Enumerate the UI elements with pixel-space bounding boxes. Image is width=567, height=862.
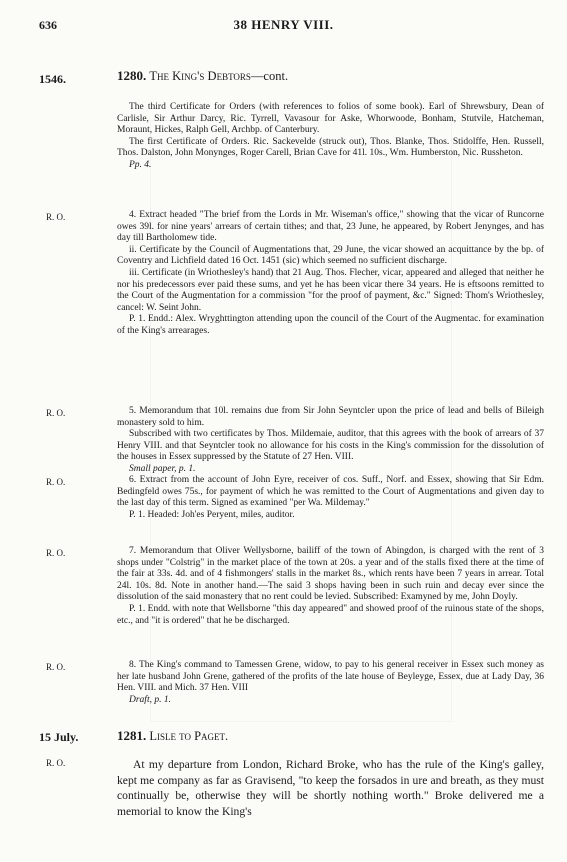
margin-source: R. O.: [46, 212, 66, 222]
paragraph: iii. Certificate (in Wriothesley's hand) that 21 Aug. Thos. Flecher, vicar, appeared and alleged that neither he nor his predecessors ever paid these sums, and yet he has been vicar there 34 years. He is eftsoons remitted to the Court of the Augmentation for a commission "for the proof of payment, &c." Signed: Thom's Wriothesley, cancel: W. Seint John.: [117, 267, 544, 313]
paragraph: Small paper, p. 1.: [129, 463, 196, 474]
item-5: [117, 406, 544, 476]
margin-source: R. O.: [46, 408, 66, 418]
paragraph: P. 1. Headed: Joh'es Peryent, miles, auditor.: [129, 509, 295, 520]
paragraph: ii. Certificate by the Council of Augmentations that, 29 June, the vicar showed an acquittance by the bp. of Coventry and Lichfield dated 16 Oct. 1451 (sic) which seemed no sufficient discharge.: [117, 244, 544, 267]
entry-title: The King's Debtors: [149, 69, 251, 83]
pages-note: Pp. 4.: [129, 159, 152, 170]
paragraph: 5. Memorandum that 10l. remains due from Sir John Seyntcler upon the price of lead and bells of Bileigh monastery sold to him.: [117, 406, 544, 428]
running-head: 38 HENRY VIII.: [233, 17, 334, 32]
margin-source: R. O.: [46, 758, 66, 768]
paragraph: P. 1. Endd.: Alex. Wryghttington attending upon the council of the Court of the Augmentac. for examination of the King's arrearages.: [117, 314, 544, 336]
margin-source: R. O.: [46, 548, 66, 558]
page-number: 636: [39, 18, 57, 32]
item-6: [117, 475, 544, 521]
item-7: [117, 546, 544, 627]
entry-number: 1281.: [117, 728, 147, 743]
margin-source: R. O.: [46, 662, 66, 672]
paragraph: Subscribed with two certificates by Thos. Mildemaie, auditor, that this agrees with the book of arrears of 37 Henry VIII. and that Seyntcler took no allowance for his costs in the King's commission for the dissolution of the houses in Essex suppressed by the Statute of 27 Hen. VIII.: [117, 429, 544, 463]
entry-number: 1280.: [117, 68, 147, 83]
paragraph: The third Certificate for Orders (with references to folios of some book). Earl of Shrewsbury, Dean of Carlisle, Sir Arthur Darcy, Ric. Tyrrell, Vavasour for Aske, Whorwoode, Bonham, Stutvile, Hatcheman, Moraunt, Hickes, Ralph Gell, Archbp. of Canterbury.: [117, 102, 544, 136]
margin-source: R. O.: [46, 477, 66, 487]
entry-intro: [117, 102, 544, 172]
entry-heading: [117, 728, 228, 744]
entry-date: 15 July.: [39, 730, 79, 744]
entry-title-suffix: —cont.: [250, 69, 289, 83]
paragraph: Draft, p. 1.: [129, 694, 171, 705]
item-8: [117, 660, 544, 706]
entry-heading: [117, 68, 288, 84]
letter-text: [117, 757, 544, 819]
paragraph: The first Certificate of Orders. Ric. Sackevelde (struck out), Thos. Blanke, Thos. Stidolffe, Hen. Russell, Thos. Dalston, John Monynges, Roger Carell, Brian Cave for 41l. 10s., Wm. Humberston, Nic. Russheton.: [117, 136, 544, 159]
entry-title: Lisle to Paget.: [149, 729, 229, 743]
entry-year: 1546.: [39, 72, 66, 86]
paragraph: P. 1. Endd. with note that Wellsborne "this day appeared" and showed proof of the ruinous state of the shops, etc., and "it is ordered" that he be discharged.: [117, 603, 544, 626]
item-4: [117, 210, 544, 338]
paragraph: 6. Extract from the account of John Eyre, receiver of cos. Suff., Norf. and Essex, showing that Sir Edm. Bedingfeld owes 75s., for payment of which he was remitted to the Court of Augmentations and given day to the last day of this term. Signed as examined "per Wa. Mildemay.": [117, 475, 544, 509]
paragraph: At my departure from London, Richard Broke, who has the rule of the King's galley, kept me company as far as Gravisend, "to keep the forsados in ure and breath, as they must continually be, otherwise they will be shortly nothing worth." Broke delivered me a memorial to know the King's: [117, 758, 544, 818]
paragraph: 8. The King's command to Tamessen Grene, widow, to pay to his general receiver in Essex such money as her late husband John Grene, gathered of the profits of the late house of Beyleyge, Essex, due at Lady Day, 36 Hen. VIII. and Mich. 37 Hen. VIII: [117, 660, 544, 694]
paragraph: 7. Memorandum that Oliver Wellysborne, bailiff of the town of Abingdon, is charged with the rent of 3 shops under "Colstrig" in the market place of the town at 20s. a year and of the stalls fixed there at the time of the fair at 33s. 4d. and of 4 fishmongers' stalls in the market 8s., which rents have been 7 years in arrear. Total 24l. 10s. 8d. Note in another hand.—The said 3 shops having been in such ruin and decay ever since the dissolution of the said monastery that no rent could be levied. Subscribed: Examyned by me, John Doyly.: [117, 546, 544, 603]
paragraph: 4. Extract headed "The brief from the Lords in Mr. Wiseman's office," showing that the vicar of Runcorne owes 39l. for nine years' arrears of certain tithes; and that, 23 June, he appeared, by Robert Jenynges, and has day till Bartholomew tide.: [117, 210, 544, 244]
